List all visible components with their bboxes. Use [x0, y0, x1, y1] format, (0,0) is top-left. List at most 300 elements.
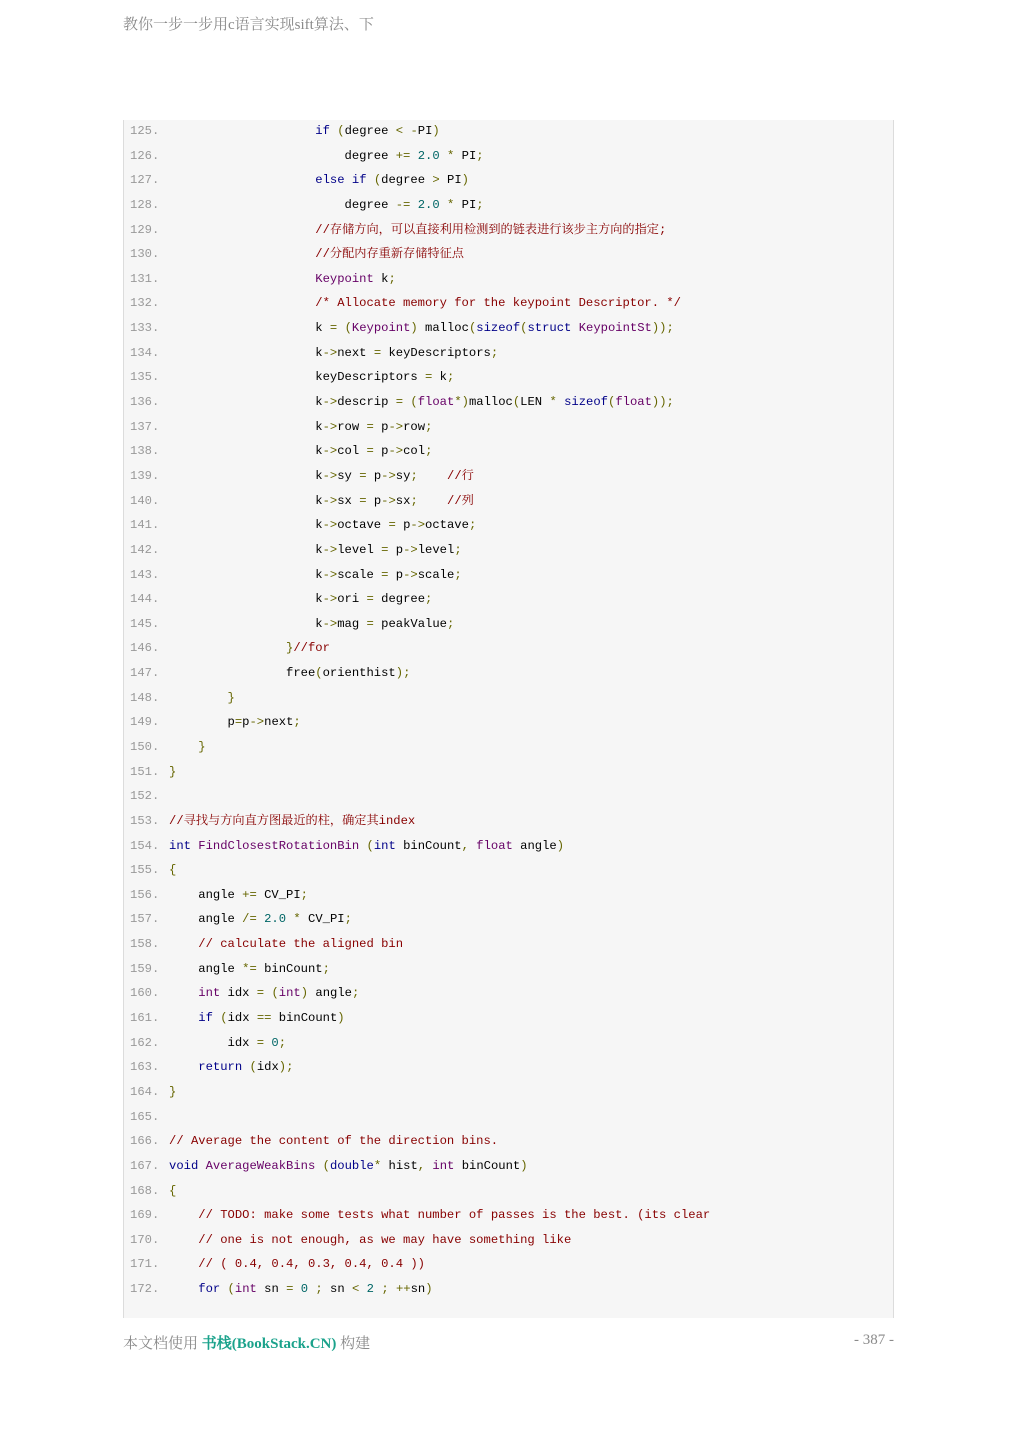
code-token — [440, 149, 447, 163]
line-number: 172. — [130, 1282, 160, 1297]
code-token: p — [366, 468, 382, 483]
code-token: ; — [293, 715, 301, 730]
line-number: 141. — [130, 518, 160, 533]
code-token: ( — [520, 321, 528, 336]
code-token: degree — [381, 173, 433, 188]
code-token: k — [169, 395, 323, 410]
code-token: > — [432, 173, 440, 188]
line-number: 146. — [130, 641, 160, 656]
code-token: PI — [417, 124, 433, 138]
code-token: -> — [381, 493, 396, 508]
code-token: descrip — [337, 395, 396, 410]
code-token: 2 — [366, 1282, 374, 1297]
line-number: 164. — [130, 1084, 160, 1099]
code-text — [169, 932, 403, 957]
code-token: ( — [227, 1282, 235, 1297]
code-token: ) — [410, 321, 418, 336]
code-token: } — [227, 690, 235, 705]
code-token: ; — [351, 986, 360, 1001]
line-number: 147. — [130, 666, 160, 681]
code-token: level — [417, 542, 455, 557]
code-text — [169, 267, 396, 292]
code-token: -> — [388, 444, 404, 459]
line-number: 169. — [130, 1208, 160, 1223]
code-token: keyDescriptors — [381, 345, 491, 360]
code-token: k — [169, 321, 330, 336]
code-token: ; — [322, 961, 330, 976]
code-token: = — [329, 321, 338, 336]
code-text — [169, 390, 674, 415]
code-token — [359, 1282, 366, 1296]
line-number: 139. — [130, 468, 160, 483]
line-number: 151. — [130, 764, 160, 779]
code-token: //列 — [447, 493, 474, 508]
code-token — [169, 937, 198, 951]
code-text — [169, 981, 359, 1006]
code-token: k — [169, 592, 323, 607]
code-text — [169, 464, 474, 489]
page-footer-credit — [123, 1332, 370, 1353]
code-token — [169, 223, 315, 237]
code-token: ( — [322, 1158, 330, 1173]
line-number: 130. — [130, 247, 160, 262]
code-token: LEN — [520, 395, 550, 410]
line-number: 136. — [130, 395, 160, 410]
code-token: = — [373, 345, 382, 360]
code-token: -> — [322, 345, 338, 360]
code-token: ) — [520, 1158, 528, 1173]
code-token: p — [242, 715, 250, 730]
line-number: 158. — [130, 937, 160, 952]
code-token — [315, 1159, 322, 1173]
code-token: += — [242, 887, 257, 902]
code-token: sizeof — [564, 395, 608, 410]
line-number: 157. — [130, 912, 160, 927]
code-token: void — [169, 1158, 199, 1173]
footer-brand-link[interactable]: 书栈(BookStack.CN) — [201, 1336, 337, 1352]
code-token: ori — [337, 592, 367, 607]
code-token: sn — [322, 1282, 352, 1297]
code-token: next — [337, 345, 374, 360]
code-text — [169, 415, 432, 440]
code-token: Keypoint — [315, 271, 374, 286]
code-text — [169, 316, 674, 341]
code-token: ; — [278, 1035, 287, 1050]
code-token: < — [352, 1282, 360, 1297]
code-token: * — [293, 912, 301, 927]
code-token: = — [388, 518, 396, 533]
code-token: next — [264, 715, 294, 730]
code-text — [169, 218, 666, 243]
code-token: -> — [322, 567, 338, 582]
line-number: 156. — [130, 887, 160, 902]
code-token: -> — [403, 567, 418, 582]
code-token: ; — [468, 518, 477, 533]
code-token: sx — [395, 493, 411, 508]
code-token: ; — [454, 567, 462, 582]
code-token — [169, 740, 198, 754]
code-token: p — [388, 542, 404, 557]
line-number: 153. — [130, 813, 160, 828]
code-text — [169, 1129, 498, 1154]
code-token: -> — [249, 715, 265, 730]
code-token: ( — [607, 395, 616, 410]
code-text — [169, 513, 476, 538]
code-token: * — [446, 197, 455, 212]
code-token: ; — [300, 887, 308, 902]
code-token: { — [169, 863, 177, 878]
code-token: p — [169, 715, 235, 730]
code-text — [169, 760, 176, 785]
code-token: ++ — [395, 1282, 411, 1297]
code-token: int — [169, 838, 191, 853]
code-token: * — [446, 148, 455, 163]
code-text — [169, 883, 308, 908]
code-token: // ( 0.4, 0.4, 0.3, 0.4, 0.4 )) — [198, 1257, 425, 1272]
code-token: double — [329, 1158, 374, 1173]
code-text — [169, 636, 330, 661]
code-text — [169, 1252, 425, 1277]
code-token: k — [169, 616, 323, 631]
code-token: += — [395, 148, 411, 163]
code-token: = — [256, 986, 265, 1001]
code-token: } — [198, 740, 206, 754]
code-token: angle — [512, 838, 557, 853]
code-token — [169, 641, 286, 655]
code-token — [169, 247, 315, 261]
code-token: - — [410, 124, 418, 138]
code-token: malloc — [468, 395, 513, 410]
code-token: sn — [410, 1282, 426, 1297]
code-token: } — [169, 1084, 177, 1099]
code-token — [198, 1159, 205, 1173]
code-token: ( — [337, 124, 345, 138]
code-token: degree — [169, 148, 396, 163]
code-token: -> — [322, 395, 338, 410]
code-token: ; — [490, 345, 499, 360]
code-text — [169, 144, 484, 169]
line-number: 143. — [130, 567, 160, 582]
code-token: -> — [322, 444, 338, 459]
code-token: = — [359, 493, 367, 508]
code-token: )); — [651, 395, 674, 410]
code-token — [169, 1282, 198, 1296]
code-token: ; — [476, 148, 484, 163]
code-token: = — [366, 444, 374, 459]
code-token: ; — [388, 271, 396, 286]
code-token: , — [461, 838, 469, 853]
footer-prefix: 本文档使用 — [123, 1336, 202, 1352]
code-token: == — [256, 1011, 272, 1026]
code-token: = — [366, 592, 374, 607]
code-token: ; — [454, 542, 462, 557]
code-token: -> — [388, 419, 404, 434]
code-token: octave — [425, 518, 469, 533]
code-token — [418, 469, 447, 483]
code-token: )); — [651, 321, 674, 336]
code-token: ( — [315, 666, 323, 681]
code-text — [169, 710, 301, 735]
code-token: p — [373, 419, 389, 434]
page-header-title: 教你一步一步用c语言实现sift算法、下 — [123, 17, 374, 33]
code-token — [169, 296, 315, 310]
code-token — [345, 173, 352, 187]
line-number: 165. — [130, 1109, 160, 1124]
code-token — [169, 1011, 198, 1025]
code-token: angle — [169, 887, 243, 902]
line-number: 133. — [130, 321, 160, 336]
code-token: angle — [169, 961, 243, 976]
code-token: -> — [322, 616, 338, 631]
code-text — [169, 834, 564, 859]
code-token: binCount — [454, 1158, 521, 1173]
line-number: 142. — [130, 542, 160, 557]
code-token: -> — [322, 419, 338, 434]
code-token: ); — [278, 1060, 294, 1075]
code-token: sy — [337, 468, 360, 483]
code-token: ); — [395, 666, 411, 681]
code-token: //寻找与方向直方图最近的柱，确定其index — [169, 813, 416, 828]
code-token: row — [403, 419, 426, 434]
code-text — [169, 168, 469, 193]
code-token: int — [278, 986, 301, 1001]
code-token: 2.0 — [264, 912, 287, 927]
line-number: 144. — [130, 592, 160, 607]
code-token: 0 — [300, 1282, 309, 1297]
code-text — [169, 1154, 528, 1179]
code-token: = — [366, 419, 374, 434]
code-token: sx — [337, 493, 360, 508]
line-number: 145. — [130, 616, 160, 631]
code-text — [169, 242, 464, 267]
code-token: ) — [461, 173, 469, 188]
code-token: } — [286, 641, 294, 656]
code-token — [169, 691, 228, 705]
code-token: p — [366, 493, 382, 508]
code-token: for — [198, 1282, 221, 1297]
code-token: ) — [556, 838, 565, 853]
code-token: binCount — [271, 1011, 338, 1026]
code-token: idx — [227, 1011, 257, 1026]
code-token: binCount — [395, 838, 462, 853]
code-token: CV_PI — [300, 912, 345, 927]
code-token: if — [315, 124, 330, 138]
code-token: ) — [425, 1282, 433, 1297]
line-number: 171. — [130, 1257, 160, 1272]
code-token — [169, 272, 315, 286]
code-text — [169, 1228, 571, 1253]
line-number: 140. — [130, 493, 160, 508]
code-token: //存储方向，可以直接利用检测到的链表进行该步主方向的指定; — [315, 222, 667, 237]
code-token: PI — [439, 173, 462, 188]
line-number: 162. — [130, 1035, 160, 1050]
line-number: 155. — [130, 863, 160, 878]
code-token: idx — [256, 1060, 279, 1075]
code-token: FindClosestRotationBin — [198, 838, 360, 853]
code-token: sn — [256, 1282, 287, 1297]
code-token: = — [286, 1282, 294, 1297]
code-token: angle — [169, 912, 243, 927]
code-token: ( — [249, 1060, 257, 1075]
code-token: KeypointSt — [578, 321, 652, 336]
code-token: *) — [454, 395, 469, 410]
code-text — [169, 1031, 286, 1056]
line-number: 168. — [130, 1183, 160, 1198]
code-token: , — [417, 1158, 426, 1173]
code-token: ; — [446, 370, 455, 385]
code-text — [169, 686, 235, 711]
line-number: 149. — [130, 715, 160, 730]
code-token: angle — [308, 986, 352, 1001]
code-token: malloc — [417, 321, 469, 336]
line-number: 131. — [130, 271, 160, 286]
code-token — [359, 839, 366, 853]
code-token: row — [337, 419, 367, 434]
code-token: ; — [425, 592, 433, 607]
code-token: -> — [403, 542, 418, 557]
code-token: -> — [410, 518, 426, 533]
code-token: * — [549, 395, 557, 410]
code-token: p — [373, 444, 389, 459]
code-token: free — [169, 666, 316, 681]
code-token: hist — [381, 1158, 418, 1173]
code-token: = — [381, 542, 389, 557]
code-token: -> — [322, 542, 338, 557]
code-token — [169, 1257, 198, 1271]
code-token — [440, 198, 447, 212]
code-token: ( — [410, 395, 418, 410]
footer-suffix: 构建 — [336, 1336, 371, 1352]
line-number: 154. — [130, 838, 160, 853]
code-token: int — [234, 1282, 257, 1297]
code-token — [169, 1233, 198, 1247]
line-number: 150. — [130, 740, 160, 754]
code-token: CV_PI — [256, 887, 301, 902]
code-token: } — [169, 764, 177, 779]
code-token: k — [169, 444, 323, 459]
code-text — [169, 563, 462, 588]
code-text — [169, 1203, 710, 1228]
code-token — [410, 198, 417, 212]
code-token: if — [351, 173, 367, 188]
code-token: // calculate the aligned bin — [198, 937, 404, 952]
line-number: 128. — [130, 197, 160, 212]
code-token: = — [381, 567, 389, 582]
code-token — [169, 173, 315, 187]
code-token: struct — [527, 321, 572, 336]
code-token — [220, 1282, 227, 1296]
code-token: p — [395, 518, 411, 533]
code-token — [367, 173, 374, 187]
code-token: /= — [242, 912, 257, 927]
code-token: scale — [417, 567, 455, 582]
code-text — [169, 858, 176, 883]
code-token: ; — [476, 197, 484, 212]
code-token: // one is not enough, as we may have something like — [198, 1232, 572, 1247]
code-token: ( — [373, 173, 382, 188]
line-number: 170. — [130, 1232, 160, 1247]
line-number: 152. — [130, 789, 160, 804]
code-text — [169, 661, 410, 686]
code-token: ; — [410, 468, 418, 483]
code-token: ( — [271, 986, 279, 1001]
code-token: //for — [293, 641, 330, 656]
code-token: k — [169, 493, 323, 508]
code-token: level — [337, 542, 382, 557]
line-number: 160. — [130, 986, 160, 1001]
code-token: ( — [220, 1011, 228, 1026]
code-token: = — [395, 395, 404, 410]
code-text — [169, 365, 454, 390]
code-token — [557, 395, 564, 409]
code-token: ; — [410, 493, 418, 508]
code-token — [410, 149, 417, 163]
code-text — [169, 1080, 176, 1105]
code-text — [169, 341, 498, 366]
code-token: ( — [366, 838, 374, 853]
line-number: 167. — [130, 1158, 160, 1173]
code-token: if — [198, 1011, 213, 1026]
code-text — [169, 612, 454, 637]
code-token — [169, 124, 315, 138]
code-token: ; — [425, 419, 433, 434]
code-token: -> — [322, 592, 338, 607]
code-token: float — [417, 395, 455, 410]
code-token: //行 — [447, 468, 474, 483]
code-text — [169, 957, 330, 982]
line-number: 127. — [130, 173, 160, 188]
code-text — [169, 291, 681, 316]
code-token: octave — [337, 518, 389, 533]
code-token: -> — [322, 468, 338, 483]
code-token: /* Allocate memory for the keypoint Descriptor. */ — [315, 296, 681, 311]
line-number: 159. — [130, 961, 160, 976]
code-token: * — [373, 1158, 382, 1173]
code-token: // Average the content of the direction bins. — [169, 1134, 499, 1149]
code-token: k — [169, 567, 323, 582]
code-token: int — [198, 986, 221, 1001]
code-token: ( — [344, 321, 352, 336]
code-token — [389, 1282, 396, 1296]
code-token: 2.0 — [417, 148, 440, 163]
code-token: -> — [381, 468, 396, 483]
code-token: p — [388, 567, 404, 582]
code-text — [169, 809, 415, 834]
code-token: 0 — [271, 1035, 279, 1050]
code-token: float — [476, 838, 513, 853]
code-text — [169, 489, 474, 514]
code-token: k — [169, 468, 323, 483]
line-number: 137. — [130, 419, 160, 434]
code-token — [293, 1282, 300, 1296]
line-number: 129. — [130, 222, 160, 237]
code-token: ; — [381, 1282, 389, 1297]
code-token — [169, 1208, 198, 1222]
code-text — [169, 193, 484, 218]
code-token: idx — [220, 986, 257, 1001]
code-text — [169, 735, 206, 760]
code-text — [169, 1277, 433, 1302]
code-token: 2.0 — [417, 197, 440, 212]
line-number: 135. — [130, 370, 160, 385]
code-token: degree — [344, 124, 396, 138]
code-token: col — [337, 444, 367, 459]
code-token: = — [366, 616, 374, 631]
code-token: = — [424, 370, 433, 385]
code-token: // TODO: make some tests what number of passes is the best. (its clear — [198, 1208, 711, 1223]
code-token: ) — [432, 124, 440, 138]
code-token: float — [615, 395, 652, 410]
